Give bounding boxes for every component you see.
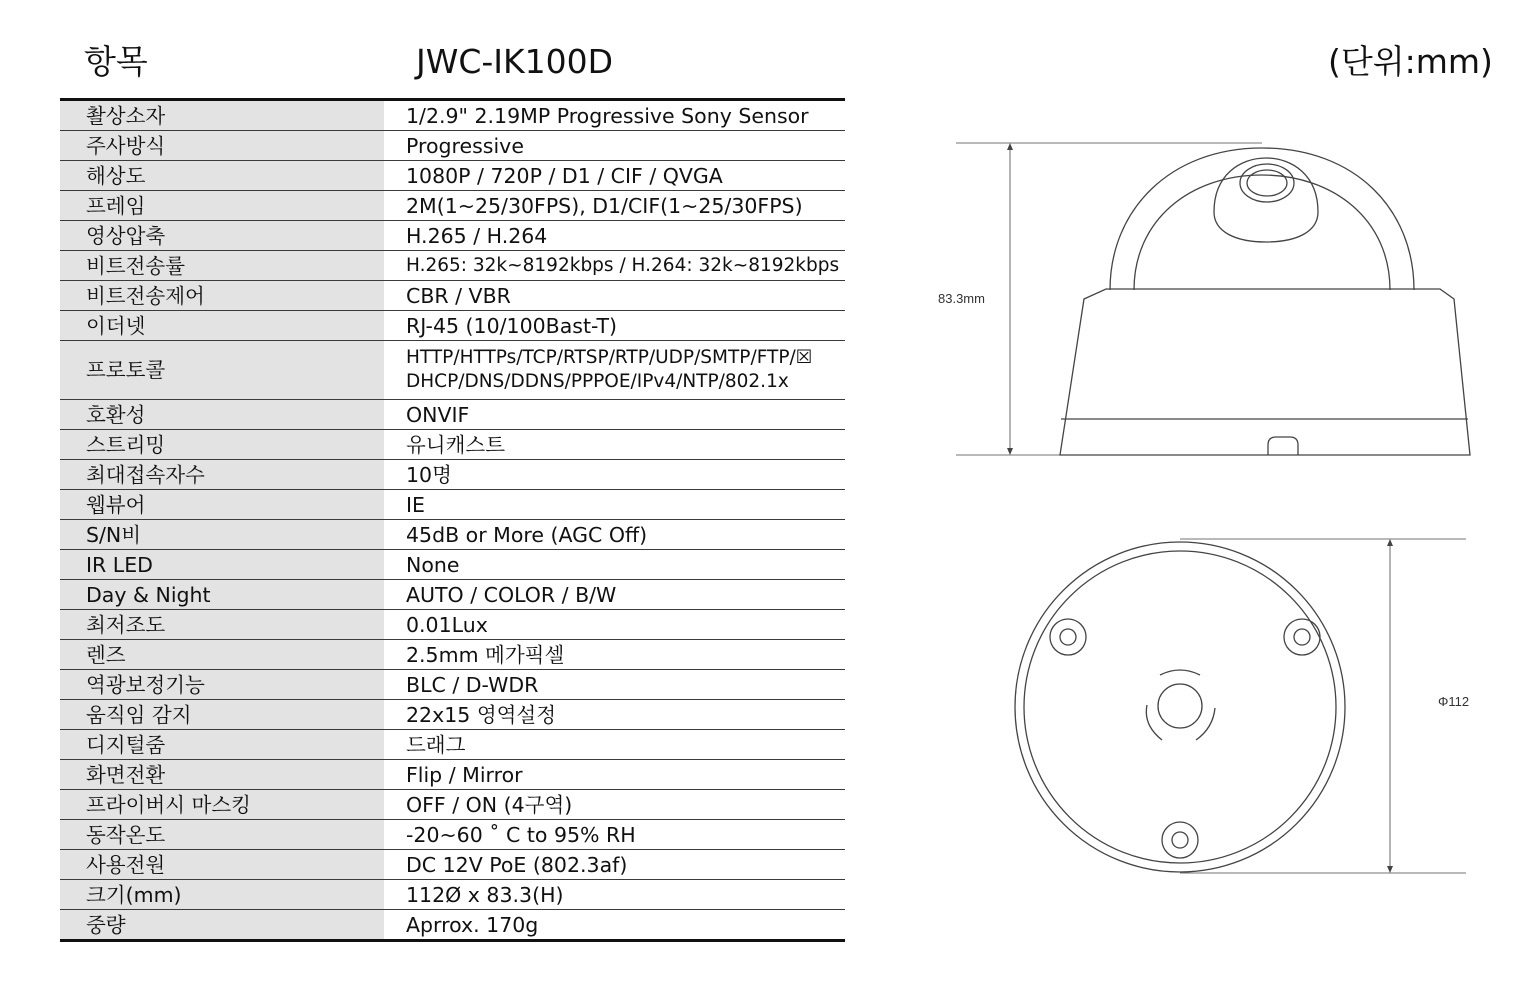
- spec-value: DC 12V PoE (802.3af): [384, 850, 845, 880]
- spec-value: 드래그: [384, 730, 845, 760]
- spec-value: 112Ø x 83.3(H): [384, 880, 845, 910]
- center-hole: [1158, 684, 1202, 728]
- spec-label: 해상도: [60, 161, 384, 191]
- spec-value: 22x15 영역설정: [384, 700, 845, 730]
- screw-hole-left-inner: [1060, 629, 1076, 645]
- side-view: [956, 143, 1470, 455]
- spec-value: AUTO / COLOR / B/W: [384, 580, 845, 610]
- spec-value: RJ-45 (10/100Bast-T): [384, 311, 845, 341]
- spec-label: 크기(mm): [60, 880, 384, 910]
- spec-label: 사용전원: [60, 850, 384, 880]
- height-dimension-label: 83.3mm: [938, 291, 985, 306]
- spec-label: 역광보정기능: [60, 670, 384, 700]
- center-arc-right: [1196, 708, 1215, 740]
- spec-label: 중량: [60, 910, 384, 941]
- dome-outline: [1110, 148, 1414, 290]
- arrow-down-icon: [1387, 866, 1393, 873]
- spec-value: CBR / VBR: [384, 281, 845, 311]
- spec-value: None: [384, 550, 845, 580]
- spec-value: 유니캐스트: [384, 430, 845, 460]
- arrow-down-icon: [1007, 448, 1013, 455]
- housing-body: [1060, 289, 1470, 455]
- spec-value: -20~60 ˚ C to 95% RH: [384, 820, 845, 850]
- spec-value-line-2: DHCP/DNS/DDNS/PPPOE/IPv4/NTP/802.1x: [406, 371, 789, 392]
- spec-value: 0.01Lux: [384, 610, 845, 640]
- spec-label: 프라이버시 마스킹: [60, 790, 384, 820]
- spec-value: Progressive: [384, 131, 845, 161]
- dome-inner-outline: [1134, 175, 1390, 290]
- spec-value: BLC / D-WDR: [384, 670, 845, 700]
- spec-value: 10명: [384, 460, 845, 490]
- spec-header-item: 항목: [84, 42, 148, 81]
- spec-label: 스트리밍: [60, 430, 384, 460]
- spec-value: Aprrox. 170g: [406, 912, 539, 937]
- spec-label: 영상압축: [60, 221, 384, 251]
- cable-notch: [1268, 437, 1298, 455]
- spec-value: OFF / ON (4구역): [384, 790, 845, 820]
- spec-label: 비트전송률: [60, 251, 384, 281]
- spec-label: 움직임 감지: [60, 700, 384, 730]
- spec-label: 호환성: [60, 400, 384, 430]
- spec-value: ONVIF: [384, 400, 845, 430]
- screw-hole-bottom-inner: [1172, 832, 1188, 848]
- spec-label: IR LED: [60, 550, 384, 580]
- spec-label: 최대접속자수: [60, 460, 384, 490]
- spec-label: 비트전송제어: [60, 281, 384, 311]
- screw-hole-right: [1284, 619, 1320, 655]
- spec-value: 2M(1~25/30FPS), D1/CIF(1~25/30FPS): [384, 191, 845, 221]
- spec-value: 1/2.9" 2.19MP Progressive Sony Sensor: [384, 100, 845, 131]
- spec-value: 45dB or More (AGC Off): [384, 520, 845, 550]
- lens-inner: [1247, 170, 1287, 196]
- spec-label: 디지털줌: [60, 730, 384, 760]
- spec-value: IE: [384, 490, 845, 520]
- spec-value: H.265: 32k~8192kbps / H.264: 32k~8192kbps: [384, 251, 845, 281]
- arrow-up-icon: [1387, 539, 1393, 546]
- bottom-view: [1015, 539, 1466, 873]
- spec-label: 렌즈: [60, 640, 384, 670]
- spec-value-line-1: HTTP/HTTPs/TCP/RTSP/RTP/UDP/SMTP/FTP/☒: [406, 347, 813, 368]
- spec-value: H.265 / H.264: [384, 221, 845, 251]
- screw-hole-right-inner: [1294, 629, 1310, 645]
- unit-label: (단위:mm): [1328, 42, 1493, 81]
- spec-label: 최저조도: [60, 610, 384, 640]
- spec-value: Flip / Mirror: [384, 760, 845, 790]
- spec-label: 촬상소자: [60, 100, 384, 131]
- diameter-dimension-label: Φ112: [1438, 694, 1470, 709]
- spec-value: 1080P / 720P / D1 / CIF / QVGA: [384, 161, 845, 191]
- screw-hole-left: [1050, 619, 1086, 655]
- spec-label: 프로토콜: [60, 341, 384, 400]
- spec-label: 프레임: [60, 191, 384, 221]
- spec-value: 2.5mm 메가픽셀: [384, 640, 845, 670]
- arrow-up-icon: [1007, 143, 1013, 150]
- screw-hole-bottom: [1162, 822, 1198, 858]
- center-arc-top: [1160, 670, 1200, 675]
- base-inner-circle: [1024, 551, 1336, 863]
- spec-label: 주사방식: [60, 131, 384, 161]
- spec-label: 화면전환: [60, 760, 384, 790]
- model-name: JWC-IK100D: [416, 42, 614, 81]
- spec-label: Day & Night: [60, 580, 384, 610]
- center-arc-left: [1146, 705, 1162, 740]
- spec-label: S/N비: [60, 520, 384, 550]
- spec-label: 이더넷: [60, 311, 384, 341]
- spec-label: 동작온도: [60, 820, 384, 850]
- spec-label: 웹뷰어: [60, 490, 384, 520]
